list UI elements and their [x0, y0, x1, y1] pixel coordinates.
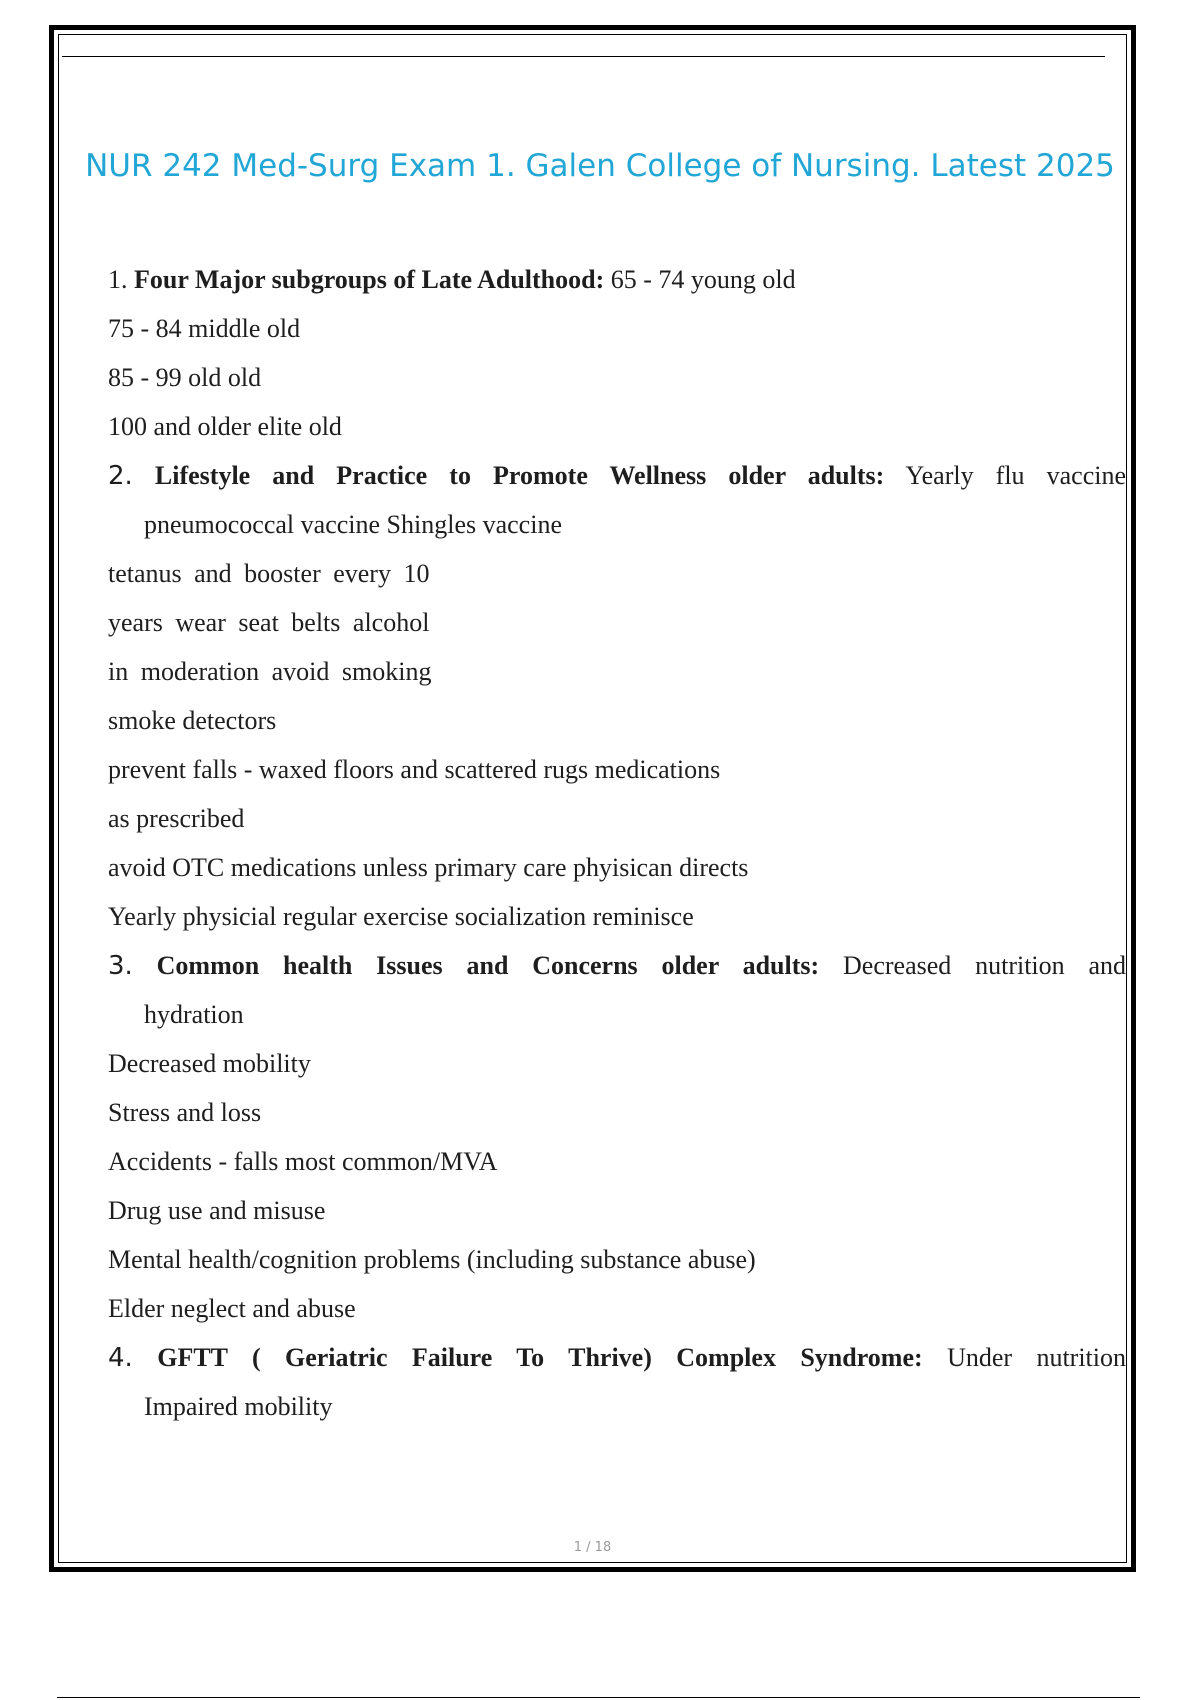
answer-line: in moderation avoid smoking: [108, 657, 432, 686]
answer-line: smoke detectors: [108, 706, 277, 735]
question-1: [108, 258, 1126, 307]
answer-line: Decreased mobility: [108, 1049, 311, 1078]
answer-line: 85 - 99 old old: [108, 363, 262, 392]
answer-text: Under nutrition: [947, 1343, 1126, 1372]
document-title: NUR 242 Med-Surg Exam 1. Galen College of Nursing. Latest 2025: [85, 148, 1115, 184]
answer-text: Yearly flu vaccine: [905, 461, 1127, 490]
answer-line: Elder neglect and abuse: [108, 1294, 356, 1323]
next-page-top-rule: [57, 1697, 1140, 1698]
question-3: [108, 944, 1126, 993]
question-number: 3.: [108, 951, 133, 981]
answer-line: Mental health/cognition problems (including substance abuse): [108, 1245, 756, 1274]
question-number: 1.: [108, 265, 128, 294]
question-heading: GFTT ( Geriatric Failure To Thrive) Complex Syndrome:: [157, 1343, 923, 1372]
answer-text: 65 - 74 young old: [610, 265, 796, 294]
question-heading: Common health Issues and Concerns older adults:: [156, 951, 820, 980]
answer-text: Decreased nutrition and: [843, 951, 1127, 980]
answer-line: avoid OTC medications unless primary care phyisican directs: [108, 853, 749, 882]
answer-continuation: hydration: [144, 1000, 244, 1029]
answer-line: tetanus and booster every 10: [108, 559, 430, 588]
question-heading: Four Major subgroups of Late Adulthood:: [134, 265, 605, 294]
answer-line: Yearly physicial regular exercise socialization reminisce: [108, 902, 694, 931]
answer-line: years wear seat belts alcohol: [108, 608, 430, 637]
top-rule: [62, 56, 1105, 57]
question-4: [108, 1336, 1126, 1385]
answer-line: Stress and loss: [108, 1098, 262, 1127]
answer-line: prevent falls - waxed floors and scattered rugs medications: [108, 755, 721, 784]
question-number: 4.: [108, 1343, 133, 1373]
answer-continuation: Impaired mobility: [144, 1392, 333, 1421]
page-indicator: 1 / 18: [573, 1540, 612, 1555]
answer-line: Accidents - falls most common/MVA: [108, 1147, 498, 1176]
question-heading: Lifestyle and Practice to Promote Wellness older adults:: [154, 461, 885, 490]
answer-line: 75 - 84 middle old: [108, 314, 301, 343]
answer-line: as prescribed: [108, 804, 245, 833]
answer-line: 100 and older elite old: [108, 412, 342, 441]
question-2: [108, 454, 1126, 503]
answer-line: Drug use and misuse: [108, 1196, 326, 1225]
answer-continuation: pneumococcal vaccine Shingles vaccine: [144, 510, 562, 539]
document-content: [108, 258, 1126, 1434]
question-number: 2.: [108, 461, 133, 491]
